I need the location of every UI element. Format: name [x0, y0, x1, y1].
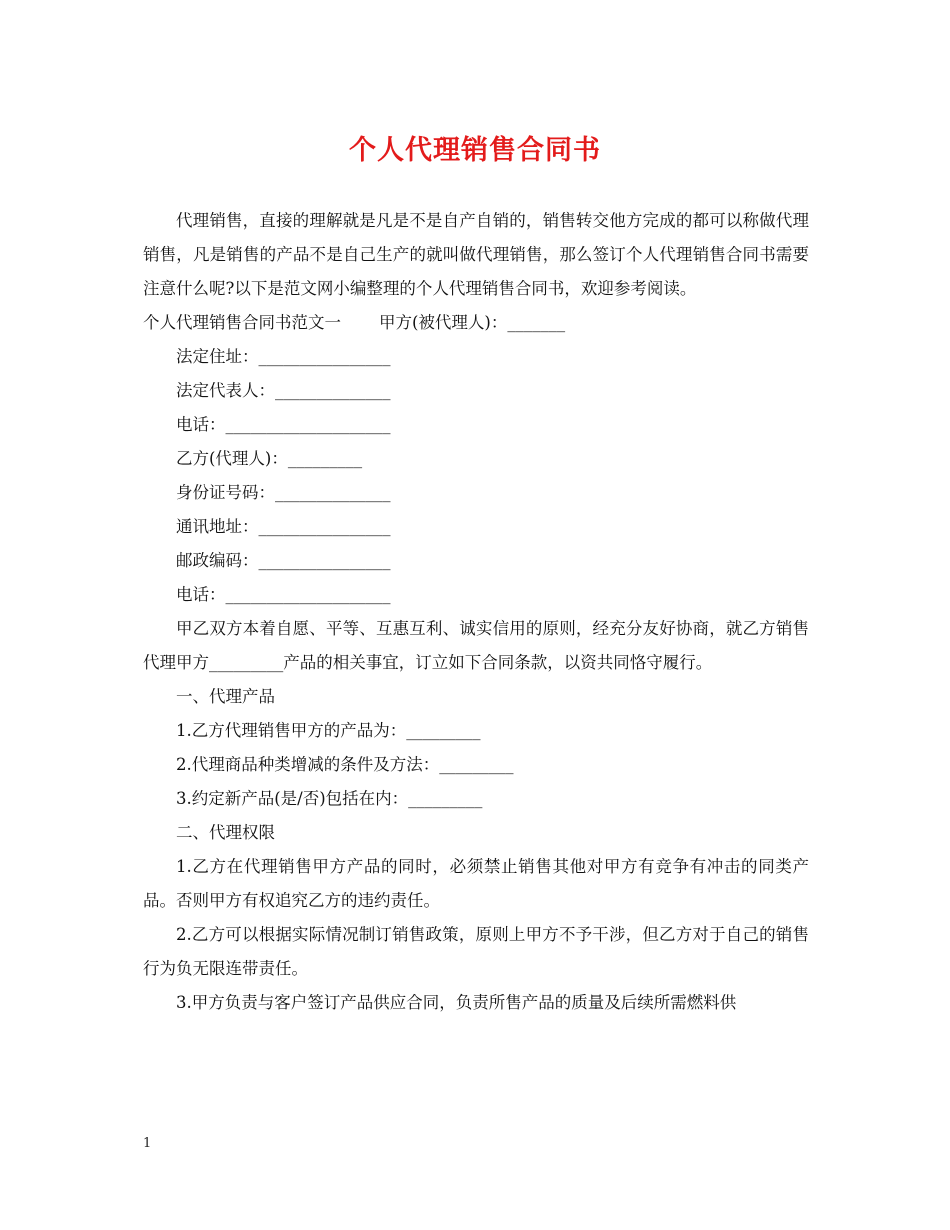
section2-item: 2.乙方可以根据实际情况制订销售政策，原则上甲方不予干涉，但乙方对于自己的销售行为负无限连带责任。 [143, 925, 809, 978]
section1-item: 1.乙方代理销售甲方的产品为：_________ [176, 721, 481, 740]
agreement-paragraph: 甲乙双方本着自愿、平等、互惠互利、诚实信用的原则，经充分友好协商，就乙方销售代理甲方_________产品的相关事宜，订立如下合同条款，以资共同恪守履行。 [143, 619, 809, 672]
section2-item: 3.甲方负责与客户签订产品供应合同，负责所售产品的质量及后续所需燃料供 [176, 993, 737, 1012]
section-heading-products: 一、代理产品 [176, 687, 275, 706]
field-legal-representative: 法定代表人：______________ [176, 381, 391, 400]
section2-item: 1.乙方在代理销售甲方产品的同时，必须禁止销售其他对甲方有竞争有冲击的同类产品。否则甲方有权追究乙方的违约责任。 [143, 857, 809, 910]
field-legal-address: 法定住址：________________ [176, 347, 391, 366]
sample-heading-line [143, 306, 809, 340]
page-number: 1 [143, 1136, 152, 1151]
section-heading-authority: 二、代理权限 [176, 823, 275, 842]
field-mailing-address: 通讯地址：________________ [176, 517, 391, 536]
section1-item: 2.代理商品种类增减的条件及方法：_________ [176, 755, 514, 774]
party-a-field: 甲方(被代理人)：_______ [379, 313, 566, 332]
intro-paragraph: 代理销售，直接的理解就是凡是不是自产自销的，销售转交他方完成的都可以称做代理销售，凡是销售的产品不是自己生产的就叫做代理销售，那么签订个人代理销售合同书需要注意什么呢?以下是范文网小编整理的个人代理销售合同书，欢迎参考阅读。 [143, 211, 809, 298]
sample-heading: 个人代理销售合同书范文一 [143, 313, 341, 332]
field-party-a-phone: 电话：____________________ [176, 415, 391, 434]
field-party-b-phone: 电话：____________________ [176, 585, 391, 604]
field-id-number: 身份证号码：______________ [176, 483, 391, 502]
field-postal-code: 邮政编码：________________ [176, 551, 391, 570]
field-party-b: 乙方(代理人)：_________ [176, 449, 363, 468]
section1-item: 3.约定新产品(是/否)包括在内：_________ [176, 789, 483, 808]
document-title: 个人代理销售合同书 [349, 135, 601, 166]
document-body [143, 204, 809, 1020]
